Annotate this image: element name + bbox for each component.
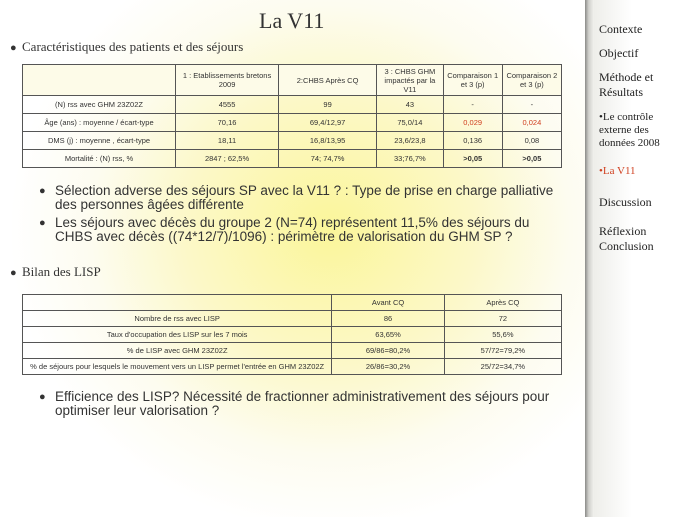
table-cell: 0,136 xyxy=(443,132,502,150)
table-cell: % de séjours pour lesquels le mouvement vers un LISP permet l'entrée en GHM 23Z02Z xyxy=(23,359,332,375)
bullet-icon: ● xyxy=(10,267,17,279)
table-header-cell: 2:CHBS Après CQ xyxy=(279,65,377,96)
table-cell: 2847 ; 62,5% xyxy=(176,150,279,168)
table-cell: 33;76,7% xyxy=(377,150,443,168)
table-cell: 57/72=79,2% xyxy=(444,343,561,359)
point-adverse-selection xyxy=(39,183,555,212)
table-cell: 72 xyxy=(444,311,561,327)
table-cell: 43 xyxy=(377,96,443,114)
patients-table xyxy=(22,64,562,168)
table-row xyxy=(23,150,562,168)
table-row xyxy=(23,96,562,114)
table-header-cell: Avant CQ xyxy=(332,295,444,311)
nav-item-v11-active[interactable]: •La V11 xyxy=(599,165,636,177)
table-header-row xyxy=(23,65,562,96)
table-header-cell: 3 : CHBS GHM impactés par la V11 xyxy=(377,65,443,96)
bullet-icon: ● xyxy=(39,185,46,197)
bullet-icon: ● xyxy=(39,217,46,229)
table-cell: 26/86=30,2% xyxy=(332,359,444,375)
table-header-cell: Après CQ xyxy=(444,295,561,311)
nav-item-controle-externe[interactable]: •Le contrôle externe des données 2008 xyxy=(599,111,660,149)
table-cell: % de LISP avec GHM 23Z02Z xyxy=(23,343,332,359)
table-row xyxy=(23,114,562,132)
point-deaths-group2 xyxy=(39,215,565,244)
table-cell: Taux d'occupation des LISP sur les 7 mois xyxy=(23,327,332,343)
table-cell: (N) rss avec GHM 23Z02Z xyxy=(23,96,176,114)
table-cell: 25/72=34,7% xyxy=(444,359,561,375)
table-header-cell: 1 : Etablissements bretons 2009 xyxy=(176,65,279,96)
table-header-cell: Comparaison 1 et 3 (p) xyxy=(443,65,502,96)
bullet-icon: ● xyxy=(10,42,17,54)
table-row xyxy=(23,311,562,327)
point-lisp-efficiency xyxy=(39,389,555,418)
table-cell: 63,65% xyxy=(332,327,444,343)
table-header-cell xyxy=(23,65,176,96)
table-cell: 75,0/14 xyxy=(377,114,443,132)
section2-heading-row xyxy=(10,264,101,280)
table-header-cell xyxy=(23,295,332,311)
table-cell: 86 xyxy=(332,311,444,327)
slide-title: La V11 xyxy=(259,8,325,33)
table-row xyxy=(23,359,562,375)
section2-heading: Bilan des LISP xyxy=(22,264,101,279)
table-cell: DMS (j) : moyenne , écart-type xyxy=(23,132,176,150)
table-cell: 69/86=80,2% xyxy=(332,343,444,359)
table-cell: 74; 74,7% xyxy=(279,150,377,168)
table-cell: Âge (ans) : moyenne / écart-type xyxy=(23,114,176,132)
section1-heading: Caractéristiques des patients et des séjours xyxy=(22,39,244,54)
table-cell: Nombre de rss avec LISP xyxy=(23,311,332,327)
table-cell: 69,4/12,97 xyxy=(279,114,377,132)
table-cell-significant: 0,024 xyxy=(502,114,561,132)
table-row xyxy=(23,132,562,150)
table-cell: 70,16 xyxy=(176,114,279,132)
table-cell: - xyxy=(502,96,561,114)
table-cell: 0,08 xyxy=(502,132,561,150)
table-cell: Mortalité : (N) rss, % xyxy=(23,150,176,168)
point-text: Efficience des LISP? Nécessité de fractionner administrativement des séjours pour optimiser leur valorisation ? xyxy=(55,389,550,418)
nav-item-discussion[interactable]: Discussion xyxy=(599,195,652,209)
table-cell-significant: 0,029 xyxy=(443,114,502,132)
table-cell: 23,6/23,8 xyxy=(377,132,443,150)
lisp-table xyxy=(22,294,562,375)
table-row xyxy=(23,343,562,359)
table-cell: 4555 xyxy=(176,96,279,114)
nav-item-objectif[interactable]: Objectif xyxy=(599,46,639,60)
table-cell: 18,11 xyxy=(176,132,279,150)
table-cell: - xyxy=(443,96,502,114)
table-header-row xyxy=(23,295,562,311)
bullet-icon: ● xyxy=(39,391,46,403)
table-header-cell: Comparaison 2 et 3 (p) xyxy=(502,65,561,96)
table-cell: >0,05 xyxy=(443,150,502,168)
table-row xyxy=(23,327,562,343)
section1-heading-row xyxy=(10,39,243,55)
nav-item-contexte[interactable]: Contexte xyxy=(599,22,643,36)
nav-item-methode[interactable]: Méthode et Résultats xyxy=(599,70,654,99)
table-cell: 16,8/13,95 xyxy=(279,132,377,150)
table-cell: 55,6% xyxy=(444,327,561,343)
table-cell: 99 xyxy=(279,96,377,114)
point-text: Les séjours avec décès du groupe 2 (N=74) représentent 11,5% des séjours du CHBS avec décès ((74*12/7)/1096) : périmètre de valorisation du GHM SP ? xyxy=(55,215,530,244)
nav-item-reflexion[interactable]: Réflexion Conclusion xyxy=(599,224,654,253)
table-cell: >0,05 xyxy=(502,150,561,168)
point-text: Sélection adverse des séjours SP avec la V11 ? : Type de prise en charge palliative des personnes âgées différente xyxy=(55,183,554,212)
slide-divider xyxy=(585,0,594,517)
